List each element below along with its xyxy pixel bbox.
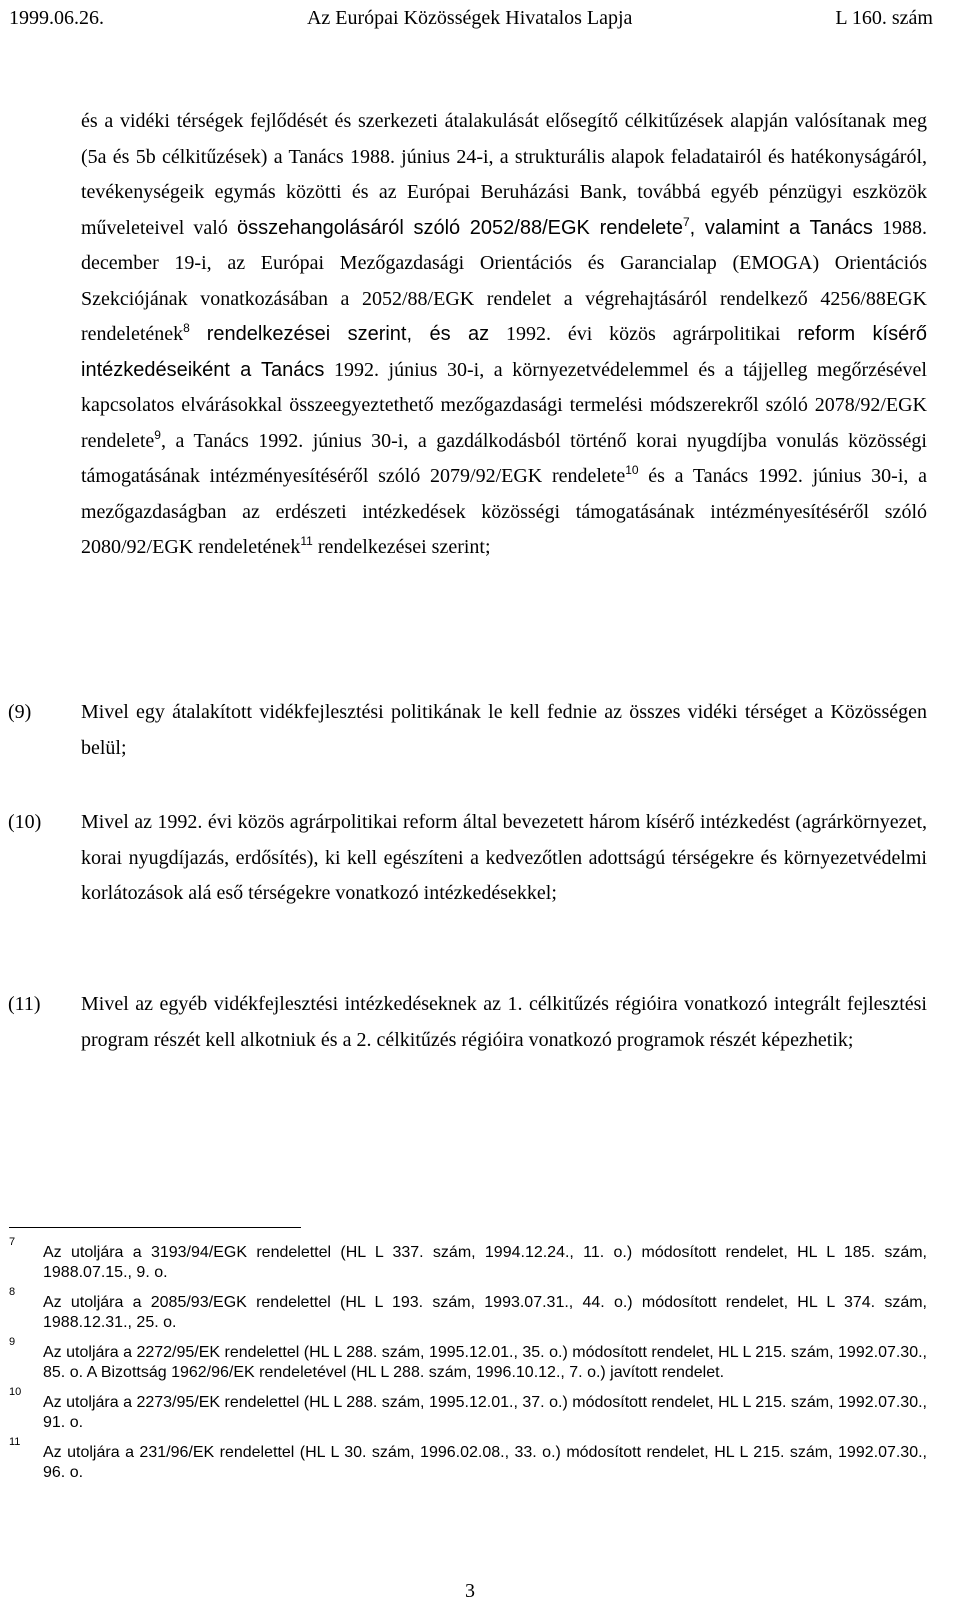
footnote-ref: 7 [682, 214, 690, 229]
recital-text: Mivel az 1992. évi közös agrárpolitikai reform által bevezetett három kísérő intézkedést (agrárkörnyezet, korai nyugdíjazás, erdősítés), ki kell egészíteni a kedvezőtlen adottságú térségekre és környezetvédelmi korlátozások alá eső térségekre vonatkozó intézkedésekkel; [81, 811, 927, 904]
recital-number: (9) [8, 701, 32, 723]
intro-text: reform kísérő intézkedéseiként a Tanács [81, 323, 928, 381]
footnote-separator [9, 1227, 301, 1228]
intro-text: rendelkezései szerint, és az [206, 323, 490, 345]
footnote [9, 1387, 927, 1433]
footnote-mark: 8 [9, 1286, 16, 1298]
footnote [9, 1437, 927, 1483]
intro-text [190, 323, 207, 345]
footnote-text: Az utoljára a 3193/94/EGK rendelettel (HL L 337. szám, 1994.12.24., 11. o.) módosított rendelet, HL L 185. szám, 1988.07.15., 9. o. [43, 1244, 927, 1281]
intro-text: összehangolásáról szóló 2052/88/EGK rendelete [236, 216, 683, 239]
recital-number: (11) [8, 993, 41, 1015]
footnote-ref: 9 [154, 427, 161, 442]
intro-text: és a Tanács 1992. június 30-i, a mezőgazdaságban az erdészeti intézkedések közösségi támogatásának intézményesítéséről szóló 2080/92/EGK rendeletének [81, 465, 927, 558]
intro-text: , a Tanács 1992. június 30-i, a gazdálkodásból történő korai nyugdíjba vonulás közösségi támogatásának intézményesítéséről szóló 2079/92/EGK rendelete [81, 429, 927, 487]
intro-paragraph [81, 104, 927, 566]
footnote-mark: 7 [9, 1236, 16, 1248]
footnote-ref: 10 [625, 463, 639, 477]
recital-text: Mivel az egyéb vidékfejlesztési intézkedéseknek az 1. célkitűzés régióira vonatkozó integrált fejlesztési program részét kell alkotniuk és a 2. célkitűzés régióira vonatkozó programok részét képezhetik; [81, 993, 927, 1051]
footnote-ref: 8 [183, 321, 190, 335]
footnote-text: Az utoljára a 2273/95/EK rendelettel (HL L 288. szám, 1995.12.01., 37. o.) módosított rendelet, HL L 215. szám, 1992.07.30., 91. o. [43, 1394, 927, 1431]
footnote-mark: 10 [9, 1386, 22, 1398]
page-number: 3 [465, 1580, 475, 1602]
recital-number: (10) [8, 811, 42, 833]
footnote [9, 1287, 927, 1333]
intro-text: 1992. évi közös agrárpolitikai [489, 323, 798, 345]
page-header [9, 6, 933, 30]
footnote-text: Az utoljára a 231/96/EK rendelettel (HL L 30. szám, 1996.02.08., 33. o.) módosított rendelet, HL L 215. szám, 1992.07.30., 96. o. [43, 1444, 927, 1481]
intro-text: és a vidéki térségek fejlődését és szerkezeti átalakulását elősegítő célkitűzések alapján valósítanak meg (5a és 5b célkitűzések) a Tanács 1988. június 24-i, a strukturális alapok feladatairól és hatékonyságáról, tevékenységeik egymás közötti és az Európai Beruházási Bank, továbbá egyéb pénzügyi eszközök műveleteivel való [81, 110, 927, 239]
header-date: 1999.06.26. [9, 7, 104, 29]
footnote-mark: 11 [9, 1436, 21, 1448]
footnote-text: Az utoljára a 2272/95/EK rendelettel (HL L 288. szám, 1995.12.01., 35. o.) módosított rendelet, HL L 215. szám, 1992.07.30., 85. o. A Bizottság 1962/96/EK rendeletével (HL L 288. szám, 1996.10.12., 7. o.) javított rendelet. [43, 1344, 927, 1381]
intro-text: 1988. december 19-i, az Európai Mezőgazdasági Orientációs és Garancialap (EMOGA) Orientációs Szekciójának vonatkozásában a 2052/88/EGK rendelet a végrehajtásáról rendelkező 4256/88EGK rendeletének [81, 216, 927, 345]
recital-text: Mivel egy átalakított vidékfejlesztési politikának le kell fednie az összes vidéki térséget a Közösségen belül; [81, 701, 927, 759]
recital-item [8, 987, 927, 1058]
footnote-text: Az utoljára a 2085/93/EGK rendelettel (HL L 193. szám, 1993.07.31., 44. o.) módosított rendelet, HL L 374. szám, 1988.12.31., 25. o. [43, 1294, 927, 1331]
footnotes [9, 1237, 927, 1487]
footnote [9, 1337, 927, 1383]
intro-text: rendelkezései szerint; [312, 536, 491, 558]
footnote [9, 1237, 927, 1283]
footnote-mark: 9 [9, 1336, 16, 1348]
intro-text: , valamint a Tanács [689, 216, 873, 239]
header-issue: L 160. szám [835, 7, 933, 29]
recital-item [8, 695, 927, 766]
recital-item [8, 805, 927, 912]
intro-text: 1992. június 30-i, a környezetvédelemmel és a tájjelleg megőrzésével kapcsolatos elvárásokkal összeegyeztethető mezőgazdasági termelési módszerekről szóló 2078/92/EGK rendelete [81, 358, 927, 452]
header-title: Az Európai Közösségek Hivatalos Lapja [306, 7, 633, 29]
footnote-ref: 11 [300, 534, 313, 548]
